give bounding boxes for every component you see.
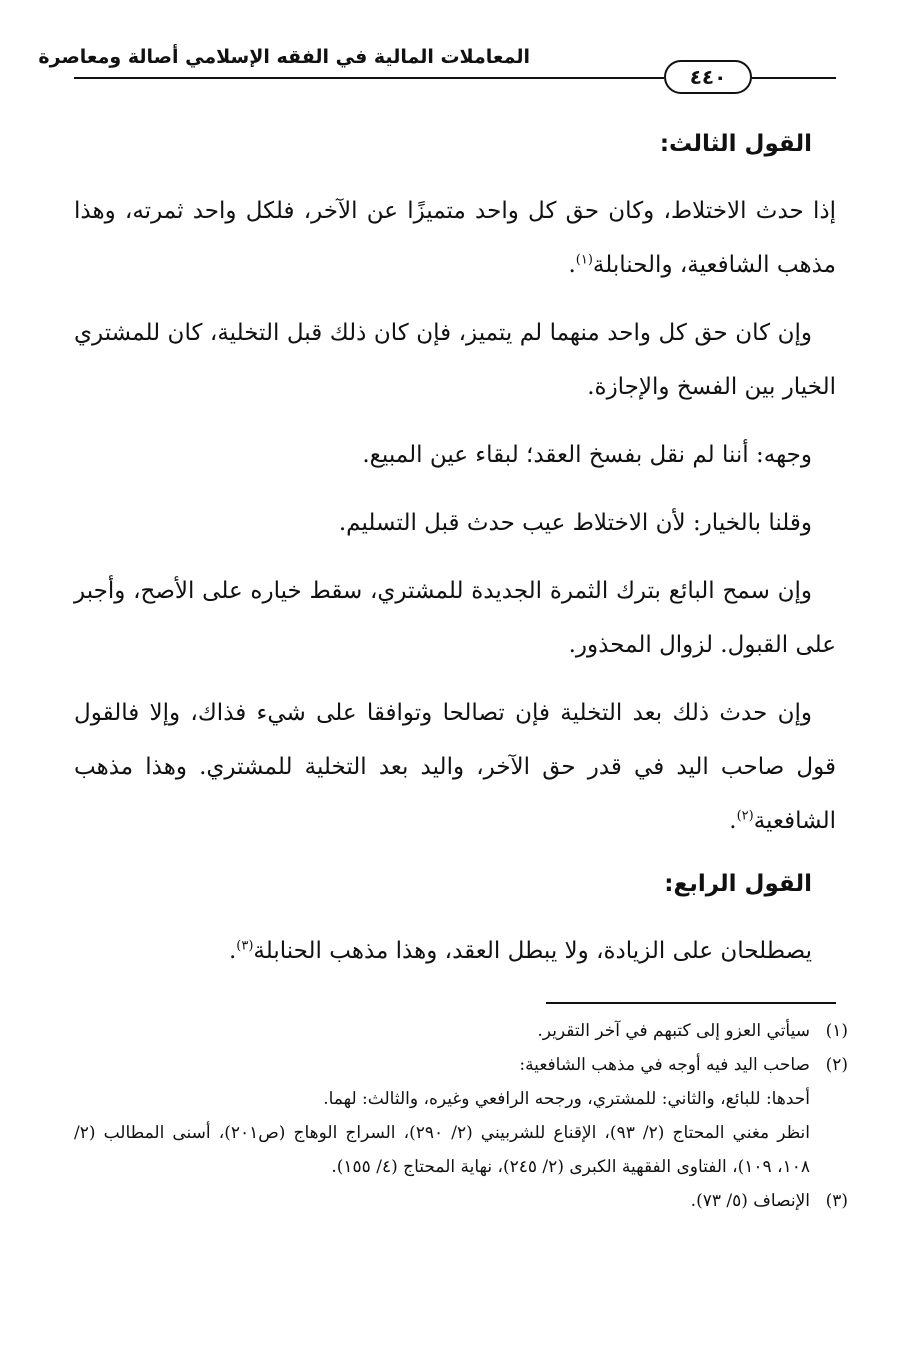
running-header-title: المعاملات المالية في الفقه الإسلامي أصالة ومعاصرة [38, 46, 530, 68]
footnote-1 [74, 1014, 848, 1048]
footnote-ref-3: (٣) [236, 938, 254, 954]
footnote-3-number: (٣) [825, 1191, 848, 1211]
footnote-ref-1: (١) [575, 252, 593, 268]
footnote-1-number: (١) [825, 1021, 848, 1041]
paragraph-1-text: إذا حدث الاختلاط، وكان حق كل واحد متميزًا عن الآخر، فلكل واحد ثمرته، وهذا مذهب الشافعية، والحنابلة [74, 198, 836, 278]
paragraph-1-end: . [568, 252, 576, 278]
paragraph-6-text: وإن حدث ذلك بعد التخلية فإن تصالحا وتوافقا على شيء فذاك، وإلا فالقول قول صاحب اليد في قدر حق الآخر، واليد بعد التخلية للمشتري. وهذا مذهب الشافعية [74, 700, 836, 834]
footnotes [74, 1014, 848, 1218]
heading-third-opinion: القول الثالث: [659, 131, 812, 157]
paragraph-7 [74, 924, 836, 978]
footnote-2-number: (٢) [825, 1055, 848, 1075]
footnote-2-line-1: صاحب اليد فيه أوجه في مذهب الشافعية: [519, 1055, 810, 1075]
page-number-badge [664, 60, 752, 94]
paragraph-6 [74, 686, 836, 848]
page-number: ٤٤٠ [689, 65, 727, 89]
footnote-separator [546, 1002, 836, 1004]
footnote-2 [74, 1048, 848, 1184]
main-text [74, 122, 836, 992]
footnote-2-line-2: أحدها: للبائع، والثاني: للمشتري، ورجحه الرافعي وغيره، والثالث: لهما. [323, 1089, 810, 1109]
paragraph-1 [74, 184, 836, 292]
paragraph-5: وإن سمح البائع بترك الثمرة الجديدة للمشتري، سقط خياره على الأصح، وأجبر على القبول. لزوال المحذور. [74, 578, 836, 658]
paragraph-3: وجهه: أننا لم نقل بفسخ العقد؛ لبقاء عين المبيع. [362, 442, 812, 468]
footnote-2-line-3: انظر مغني المحتاج (٢/ ٩٣)، الإقناع للشربيني (٢/ ٢٩٠)، السراج الوهاج (ص٢٠١)، أسنى المطالب (٢/ ١٠٨، ١٠٩)، الفتاوى الفقهية الكبرى (٢/ ٢٤٥)، نهاية المحتاج (٤/ ١٥٥). [74, 1123, 811, 1177]
paragraph-7-text: يصطلحان على الزيادة، ولا يبطل العقد، وهذا مذهب الحنابلة [253, 938, 812, 964]
paragraph-2: وإن كان حق كل واحد منهما لم يتميز، فإن كان ذلك قبل التخلية، كان للمشتري الخيار بين الفسخ والإجازة. [74, 320, 836, 400]
footnote-2-body [74, 1048, 810, 1184]
footnote-3 [74, 1184, 848, 1218]
footnote-1-text: سيأتي العزو إلى كتبهم في آخر التقرير. [537, 1021, 810, 1041]
footnote-ref-2: (٢) [736, 808, 754, 824]
paragraph-4: وقلنا بالخيار: لأن الاختلاط عيب حدث قبل التسليم. [338, 510, 812, 536]
header-rule-left [74, 77, 664, 79]
paragraph-6-end: . [729, 808, 737, 834]
heading-fourth-opinion: القول الرابع: [664, 871, 812, 897]
footnote-3-text: الإنصاف (٥/ ٧٣). [690, 1191, 810, 1211]
paragraph-7-end: . [228, 938, 237, 964]
header-rule-right [752, 77, 836, 79]
